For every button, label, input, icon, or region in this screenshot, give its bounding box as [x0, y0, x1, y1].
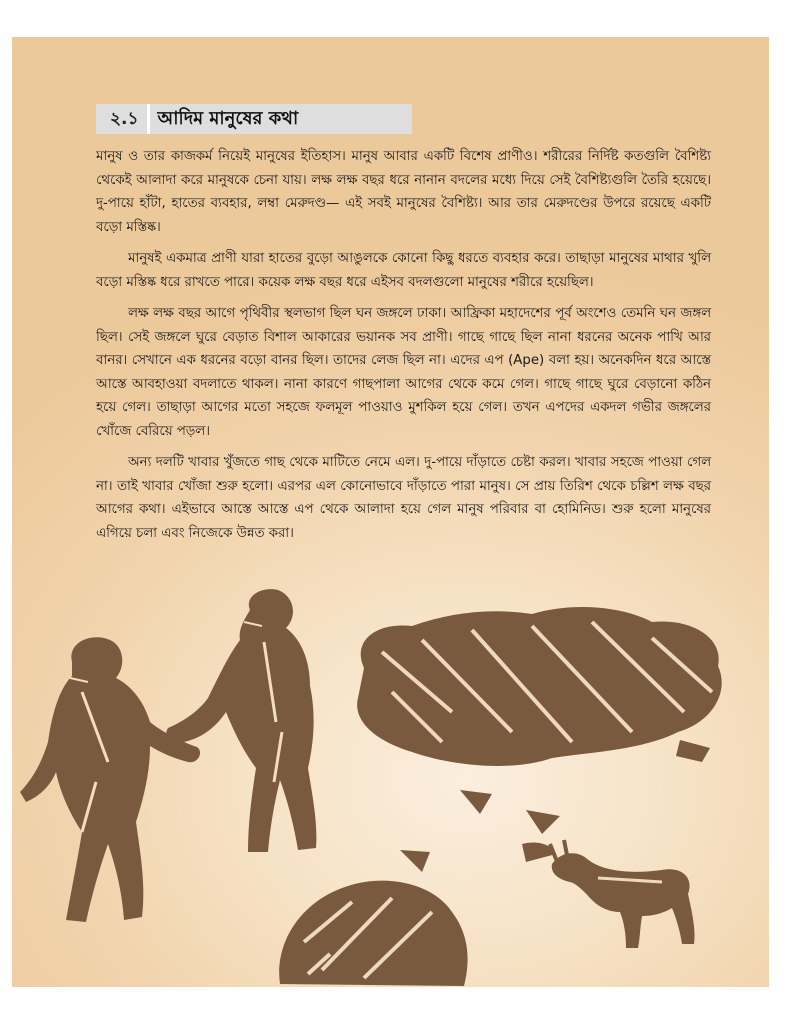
paragraph-2: মানুষই একমাত্র প্রাণী যারা হাতের বুড়ো আঙুলকে কোনো কিছু ধরতে ব্যবহার করে। তাছাড়া মানুষের মাথার খুলি বড়ো মস্তিষ্ক ধরে রাখতে পারে। কয়েক লক্ষ বছর ধরে এইসব বদলগুলো মানুষের শরীরে হয়েছিল। [96, 251, 711, 290]
section-heading [96, 104, 412, 134]
dark-forest-canopy [357, 607, 722, 766]
early-humans-illustration [12, 582, 769, 987]
paragraph-4: অন্য দলটি খাবার খুঁজতে গাছ থেকে মাটিতে নেমে এল। দু-পায়ে দাঁড়াতে চেষ্টা করল। খাবার সহজে পাওয়া গেল না। তাই খাবার খোঁজা শুরু হলো। এরপর এল কোনোভাবে দাঁড়াতে পারা মানুষ। সে প্রায় তিরিশ থেকে চল্লিশ লক্ষ বছর আগের কথা। এইভাবে আস্তে আস্তে এপ থেকে আলাদা হয়ে গেল মানুষ পরিবার বা হোমিনিড। শুরু হলো মানুষের এগিয়ে চলা এবং নিজেকে উন্নত করা। [96, 455, 711, 541]
fruit-shapes [400, 790, 560, 872]
section-title: আদিম মানুষের কথা [157, 108, 299, 129]
section-number: ২.১ [96, 104, 150, 134]
early-human-figure-right [166, 589, 316, 852]
body-text [96, 145, 711, 553]
paragraph-1: মানুষ ও তার কাজকর্ম নিয়েই মানুষের ইতিহাস। মানুষ আবার একটি বিশেষ প্রাণীও। শরীরের নির্দিষ্ট কতগুলি বৈশিষ্ট্য থেকেই আলাদা করে মানুষকে চেনা যায়। লক্ষ লক্ষ বছর ধরে নানান বদলের মধ্যে দিয়ে সেই বৈশিষ্ট্যগুলি তৈরি হয়েছে। দু-পায়ে হাঁটা, হাতের ব্যবহার, লম্বা মেরুদণ্ড— এই সবই মানুষের বৈশিষ্ট্য। আর তার মেরুদণ্ডের উপরে রয়েছে একটি বড়ো মস্তিষ্ক। [96, 149, 711, 235]
early-human-figure-left [20, 637, 200, 922]
textbook-page [12, 37, 769, 987]
paragraph-3: লক্ষ লক্ষ বছর আগে পৃথিবীর স্থলভাগ ছিল ঘন জঙ্গলে ঢাকা। আফ্রিকা মহাদেশের পূর্ব অংশেও তেমনি ঘন জঙ্গল ছিল। সেই জঙ্গলে ঘুরে বেড়াত বিশাল আকারের ভয়ানক সব প্রাণী। গাছে গাছে ছিল নানা ধরনের অনেক পাখি আর বানর। সেখানে এক ধরনের বড়ো বানর ছিল। তাদের লেজ ছিল না। এদের এপ (Ape) বলা হয়। অনেকদিন ধরে আস্তে আস্তে আবহাওয়া বদলাতে থাকল। নানা কারণে গাছপালা আগের থেকে কমে গেল। গাছে গাছে ঘুরে বেড়ানো কঠিন হয়ে গেল। তাছাড়া আগের মতো সহজে ফলমূল পাওয়াও মুশকিল হয়ে গেল। তখন এপদের একদল গভীর জঙ্গলের খোঁজে বেরিয়ে পড়ল। [96, 306, 711, 439]
rock [279, 881, 467, 986]
goat [550, 840, 695, 948]
